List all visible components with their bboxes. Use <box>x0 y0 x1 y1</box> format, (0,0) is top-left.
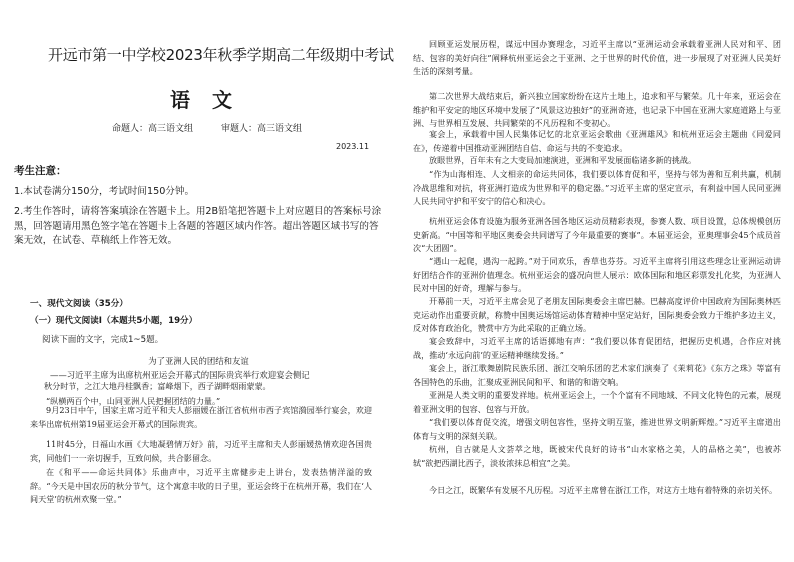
article-paragraph: 放眼世界，百年未有之大变局加速演进，亚洲和平发展面临诸多新的挑战。 <box>429 155 697 165</box>
article-paragraph: “遇山一起爬，遇沟一起跨。”对于同欢乐，香草也芬芬。习近平主席将引用这些理念让亚洲运动讲好团结合作的亚洲价值理念。杭州亚运会的盛况向世人展示：欧体国际和地区彩票发扎化奖，为亚洲人民对中国的好奇，理解与参与。 <box>413 256 781 294</box>
section-title: 一、现代文阅读（35分） <box>30 299 128 309</box>
article-paragraph: “我们要以体育促交流，增强文明包容性，坚持文明互鉴，推进世界文明新辉煌。”习近平主席道出体育与文明的深刻关联。 <box>413 417 781 441</box>
article-paragraph: “作为山海相连、人文相亲的命运共同体，我们要以体育促和平，坚持与邻为善和互利共赢，机制冷战思维和对抗，将亚洲打造成为世界和平的稳定器。”习近平主席的坚定宣示，有利益中国人民同亚洲人民共同守护和平安宁的信心和决心。 <box>413 169 781 207</box>
instruction: 阅读下面的文字，完成1~5题。 <box>42 335 164 345</box>
authors-line <box>112 121 302 134</box>
subsection-title: （一）现代文阅读Ⅰ（本题共5小题，19分） <box>30 316 198 326</box>
article-paragraph: 11时45分，日福山水画《大地凝碧情万好》前，习近平主席和夫人彭丽媛热情欢迎各国贵宾，同他们一一亲切握手，互致问候，共合影留念。 <box>30 439 372 463</box>
subject-heading: 语文 <box>170 88 254 112</box>
article-paragraph: 9月23日中午，国家主席习近平和夫人彭丽媛在浙江省杭州市西子宾馆漪园举行宴会，欢迎来华出席杭州第19届亚运会开幕式的国际贵宾。 <box>30 405 372 429</box>
article-paragraph: 开幕前一天，习近平主席会见了老朋友国际奥委会主席巴赫。巴赫高度评价中国政府为国际奥林匹克运动作出重要贡献，称赞中国奥运场馆运动体育精神中坚定站好，国际奥委会致力于维护多边主义，反对体育政治化，赞赏中方为此采取的正确立场。 <box>413 296 781 334</box>
article-paragraph: 第二次世界大战结束后，新兴独立国家纷纷在这片土地上，追求和平与繁荣。几十年来，亚运会在维护和平安定的地区环境中发展了“风景这边独好”的亚洲奇迹，也记录下中国在亚洲大家庭道路上与亚洲、与世界相互发展、共同繁荣的不凡历程和不变初心。 <box>413 91 781 129</box>
article-paragraph: “纵横两百个中，山同亚洲人民把握团结的力量。” <box>46 396 221 406</box>
article-paragraph: 在《和平——命运共同体》乐曲声中，习近平主席健步走上讲台，发表热情洋溢的致辞。“今天是中国农历的秋分节气，这个寓意丰收的日子里，亚运会终于在杭州开幕，我们在‘人间天堂’的杭州欢聚一堂。” <box>30 467 372 505</box>
article-paragraph: 宴会致辞中，习近平主席的话语掷地有声：“我们要以体育促团结，把握历史机遇，合作应对挑战，推动‘永远向前’的亚运精神继续发扬。” <box>413 336 781 360</box>
right-column <box>397 0 794 562</box>
exam-title: 开远市第一中学校2023年秋季学期高二年级期中考试 <box>48 46 394 64</box>
article-paragraph: 宴会上，承载着中国人民集体记忆的北京亚运会歌曲《亚洲雄风》和杭州亚运会主题曲《同爱同在》，传递着中国推动亚洲团结自信、命运与共的不变追求。 <box>413 129 781 153</box>
article-paragraph: 杭州，自古就是人文荟萃之地，既被宋代良好的诗书“山水家格之美，人的品格之美”，也被苏轼“欲把西湖比西子，淡妆浓抹总相宜”之美。 <box>413 444 781 468</box>
article-title: 为了亚洲人民的团结和友谊 <box>148 356 249 366</box>
exam-date: 2023.11 <box>336 142 370 151</box>
notice-title: 考生注意： <box>14 165 67 177</box>
setter-label: 命题人：高三语文组 <box>112 124 194 134</box>
notice-item: 1.本试卷满分150分，考试时间150分钟。 <box>14 186 195 197</box>
article-paragraph: 杭州亚运会体育设施为服务亚洲各国各地区运动员精彩表现，参赛人数、项目设置，总体规模创历史新高。“中国等和平地区奥委会共同谱写了今年最重要的赛事”。本届亚运会，亚奥理事会45个成员首次“大团圆”。 <box>413 216 781 254</box>
notice-item: 2.考生作答时，请将答案填涂在答题卡上。用2B铅笔把答题卡上对应题目的答案标号涂黑，回答题请用黑色签字笔在答题卡上各题的答题区域内作答。超出答题区域书写的答案无效，在试卷、草稿纸上作答无效。 <box>14 206 382 246</box>
article-paragraph: 宴会上，浙江歌舞剧院民族乐团、浙江交响乐团的艺术家们演奏了《茉莉花》《东方之珠》等富有各国特色的乐曲，汇聚成亚洲民间和平、和谐的和谐交响。 <box>413 363 781 387</box>
article-paragraph: 今日之江，既繁华有发展不凡历程。习近平主席曾在浙江工作，对这方土地有着特殊的亲切关怀。 <box>429 485 778 495</box>
article-subtitle: ——习近平主席为出席杭州亚运会开幕式的国际贵宾举行欢迎宴会侧记 <box>50 370 310 380</box>
reviewer-label: 审题人：高三语文组 <box>221 124 303 134</box>
article-paragraph: 亚洲是人类文明的重要发祥地。杭州亚运会上，一个个富有不同地域、不同文化特色的元素，展现着亚洲文明的包容、包容与开放。 <box>413 390 781 414</box>
article-paragraph: 秋分时节，之江大地丹桂飘香；富峰烟下，西子湖畔烟雨蒙蒙。 <box>44 381 271 391</box>
article-paragraph: 回顾亚运发展历程，谋远中国办赛理念，习近平主席以“亚洲运动会承载着亚洲人民对和平、团结、包容的美好向往”阐释杭州亚运会之于亚洲、之于世界的时代价值，进一步展现了对亚洲人民美好生活的深刻考量。 <box>413 39 781 77</box>
